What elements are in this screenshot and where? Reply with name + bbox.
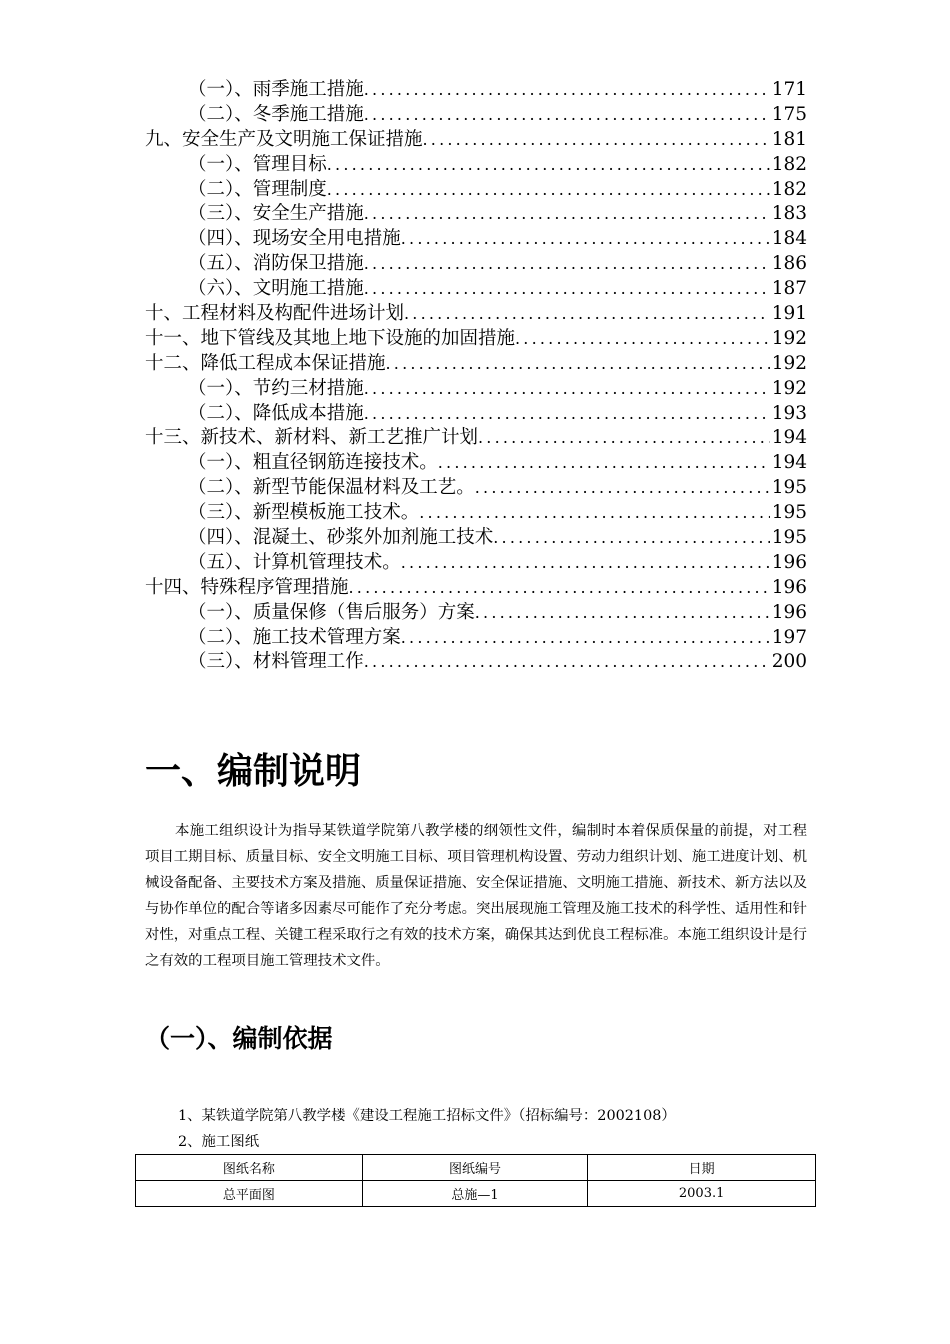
toc-entry-title: （一）、雨季施工措施	[188, 79, 364, 100]
toc-page-number: 196	[771, 601, 807, 623]
toc-entry[interactable]	[145, 626, 807, 651]
toc-leader-dots	[401, 626, 770, 651]
toc-entry-title: （二）、施工技术管理方案	[188, 626, 401, 648]
toc-entry-title: （二）、降低成本措施	[188, 402, 364, 424]
toc-page-number: 184	[771, 228, 807, 250]
toc-entry-title: （二）、管理制度	[188, 178, 327, 200]
cell-drawing-name: 总平面图	[136, 1181, 363, 1207]
toc-entry[interactable]	[145, 526, 807, 551]
toc-page-number: 195	[771, 502, 807, 524]
toc-entry-title: 十二、降低工程成本保证措施	[145, 352, 386, 374]
section-heading: 一、编制说明	[145, 751, 362, 792]
toc-entry[interactable]	[145, 178, 807, 203]
toc-page-number: 192	[771, 377, 807, 399]
toc-entry[interactable]	[145, 451, 807, 476]
toc-page-number: 187	[771, 278, 807, 300]
toc-leader-dots	[423, 128, 770, 153]
toc-entry-title: （一）、质量保修（售后服务）方案	[188, 601, 475, 623]
toc-entry-title: （六）、文明施工措施	[188, 278, 364, 300]
toc-page-number: 182	[771, 153, 807, 175]
basis-item-drawings: 2、施工图纸	[178, 1134, 260, 1150]
toc-leader-dots	[515, 327, 770, 352]
toc-page-number: 186	[771, 253, 807, 275]
toc-page-number: 197	[771, 626, 807, 648]
toc-entry[interactable]	[145, 302, 807, 327]
toc-entry[interactable]	[145, 402, 807, 427]
toc-leader-dots	[438, 451, 770, 476]
toc-entry[interactable]	[145, 476, 807, 501]
toc-entry-title: （三）、安全生产措施	[188, 203, 364, 225]
toc-entry-title: （一）、管理目标	[188, 153, 327, 175]
toc-page-number: 175	[771, 103, 807, 125]
toc-leader-dots	[493, 526, 769, 551]
toc-page-number: 182	[771, 178, 807, 200]
cell-date: 2003.1	[588, 1181, 816, 1207]
basis-item-tender-document: 1、某铁道学院第八教学楼《建设工程施工招标文件》（招标编号：2002108）	[178, 1108, 676, 1124]
toc-entry-title: 十三、新技术、新材料、新工艺推广计划	[145, 427, 479, 449]
toc-page-number: 194	[771, 427, 807, 449]
toc-leader-dots	[401, 551, 770, 576]
toc-page-number: 194	[771, 452, 807, 474]
toc-leader-dots	[364, 202, 770, 227]
drawing-list-table	[135, 1154, 816, 1207]
toc-entry[interactable]	[145, 501, 807, 526]
toc-page-number: 191	[771, 303, 807, 325]
toc-page-number: 181	[771, 128, 807, 150]
toc-page-number: 193	[771, 402, 807, 424]
toc-entry[interactable]	[145, 252, 807, 277]
toc-page-number: 192	[771, 352, 807, 374]
toc-entry-title: （四）、混凝土、砂浆外加剂施工技术	[188, 527, 494, 549]
toc-leader-dots	[386, 352, 770, 377]
toc-entry[interactable]	[145, 327, 807, 352]
toc-entry-title: 十四、特殊程序管理措施	[145, 576, 349, 598]
toc-page-number: 183	[771, 203, 807, 225]
toc-entry[interactable]	[145, 202, 807, 227]
toc-entry-title: （一）、粗直径钢筋连接技术。	[188, 452, 438, 474]
toc-entry[interactable]	[145, 153, 807, 178]
toc-entry[interactable]	[145, 551, 807, 576]
header-drawing-number: 图纸编号	[362, 1155, 588, 1181]
toc-leader-dots	[364, 650, 770, 675]
toc-leader-dots	[475, 601, 770, 626]
toc-leader-dots	[419, 501, 769, 526]
table-row	[136, 1181, 816, 1207]
toc-leader-dots	[327, 153, 770, 178]
toc-entry[interactable]	[145, 576, 807, 601]
toc-page-number: 200	[771, 651, 807, 673]
toc-leader-dots	[364, 277, 770, 302]
toc-entry[interactable]	[145, 426, 807, 451]
toc-leader-dots	[327, 178, 770, 203]
header-drawing-name: 图纸名称	[136, 1155, 363, 1181]
toc-page-number: 171	[771, 79, 807, 100]
toc-leader-dots	[364, 78, 770, 103]
toc-page-number: 195	[771, 527, 807, 549]
toc-leader-dots	[364, 252, 770, 277]
toc-entry-title: 十一、地下管线及其地上地下设施的加固措施	[145, 327, 516, 349]
toc-entry-title: （一）、节约三材措施	[188, 377, 364, 399]
toc-leader-dots	[364, 377, 770, 402]
toc-leader-dots	[364, 402, 770, 427]
toc-entry-title: （五）、消防保卫措施	[188, 253, 364, 275]
header-date: 日期	[588, 1155, 816, 1181]
toc-entry[interactable]	[145, 78, 807, 103]
toc-page-number: 192	[771, 327, 807, 349]
table-header-row	[136, 1155, 816, 1181]
toc-entry[interactable]	[145, 128, 807, 153]
toc-entry-title: （三）、材料管理工作	[188, 651, 364, 673]
toc-leader-dots	[401, 227, 770, 252]
toc-entry[interactable]	[145, 227, 807, 252]
table-of-contents	[145, 78, 807, 675]
toc-entry-title: （五）、计算机管理技术。	[188, 551, 401, 573]
intro-paragraph: 本施工组织设计为指导某铁道学院第八教学楼的纲领性文件，编制时本着保质保量的前提，对工程项目工期目标、质量目标、安全文明施工目标、项目管理机构设置、劳动力组织计划、施工进度计划、机械设备配备、主要技术方案及措施、质量保证措施、安全保证措施、文明施工措施、新技术、新方法以及与协作单位的配合等诸多因素尽可能作了充分考虑。突出展现施工管理及施工技术的科学性、适用性和针对性，对重点工程、关键工程采取行之有效的技术方案，确保其达到优良工程标准。本施工组织设计是行之有效的工程项目施工管理技术文件。	[145, 823, 807, 969]
toc-entry[interactable]	[145, 103, 807, 128]
toc-entry-title: （二）、新型节能保温材料及工艺。	[188, 477, 475, 499]
toc-leader-dots	[475, 476, 770, 501]
toc-entry[interactable]	[145, 377, 807, 402]
toc-entry-title: （三）、新型模板施工技术。	[188, 502, 420, 524]
toc-entry-title: （二）、冬季施工措施	[188, 103, 364, 125]
subsection-heading: （一）、编制依据	[145, 1024, 333, 1053]
toc-entry-title: 十、工程材料及构配件进场计划	[145, 303, 405, 325]
toc-leader-dots	[404, 302, 770, 327]
toc-leader-dots	[478, 426, 770, 451]
toc-page-number: 195	[771, 477, 807, 499]
toc-entry[interactable]	[145, 650, 807, 675]
toc-entry-title: （四）、现场安全用电措施	[188, 228, 401, 250]
toc-entry-title: 九、安全生产及文明施工保证措施	[145, 128, 423, 150]
toc-entry[interactable]	[145, 352, 807, 377]
toc-entry[interactable]	[145, 601, 807, 626]
toc-entry[interactable]	[145, 277, 807, 302]
toc-leader-dots	[349, 576, 770, 601]
toc-page-number: 196	[771, 576, 807, 598]
toc-leader-dots	[364, 103, 770, 128]
toc-page-number: 196	[771, 551, 807, 573]
cell-drawing-number: 总施—1	[362, 1181, 588, 1207]
